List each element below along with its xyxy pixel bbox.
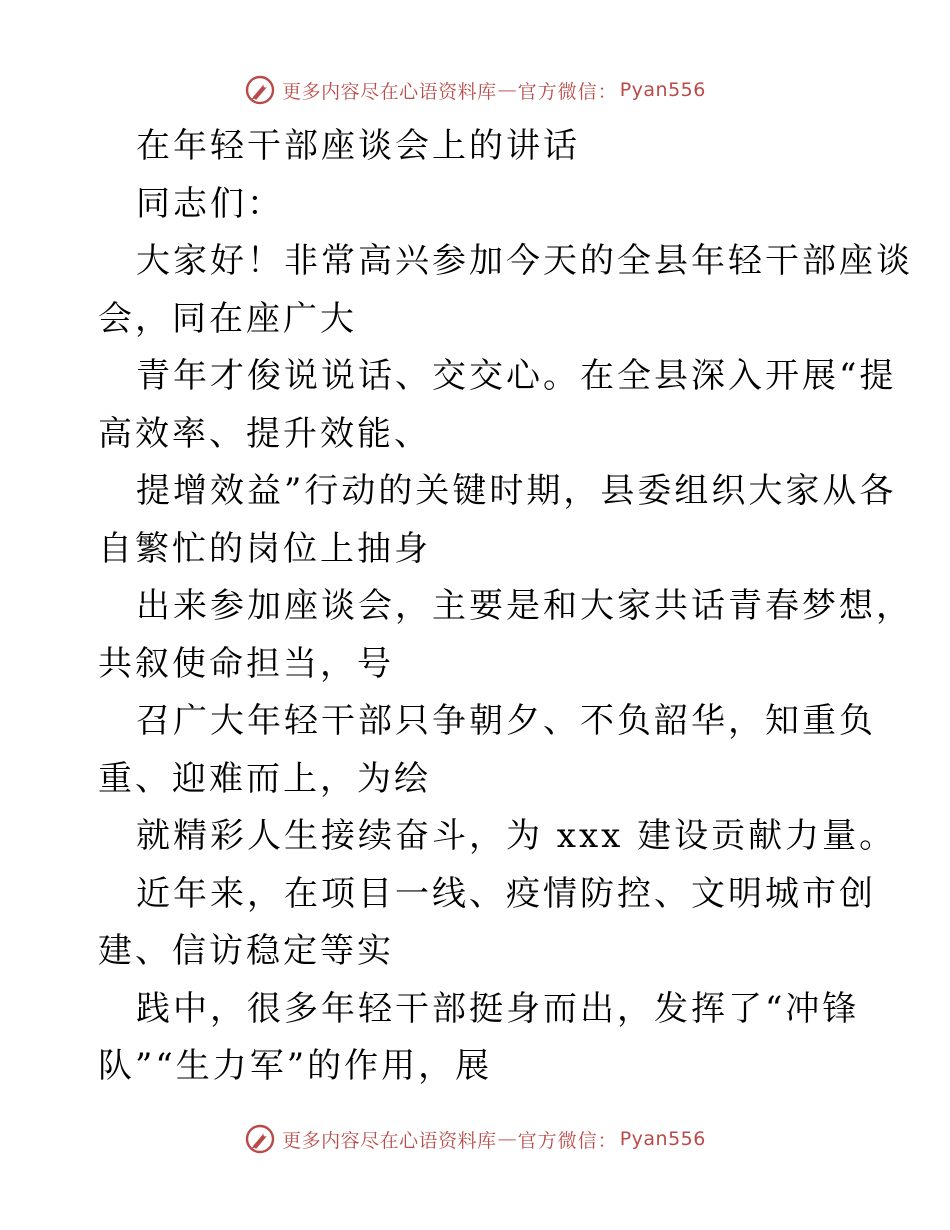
- paragraph-line: 会，同在座广大: [98, 298, 357, 339]
- banner-wechat-id: Pyan556: [619, 1128, 706, 1150]
- document-body: [98, 118, 913, 1096]
- banner-wechat-label: 官方微信：: [517, 1129, 618, 1152]
- paragraph-line: 自繁忙的岗位上抽身: [98, 528, 431, 569]
- banner-wechat-label: 官方微信：: [517, 80, 618, 103]
- paragraph-line: 就精彩人生接续奋斗，为 xxx 建设贡献力量。: [136, 816, 897, 856]
- pen-nib-logo-icon: [244, 1123, 276, 1155]
- paragraph-line: 队”“生力军”的作用，展: [98, 1046, 493, 1086]
- paragraph-line: 近年来，在项目一线、疫情防控、文明城市创: [136, 873, 876, 914]
- banner-site-text: 更多内容尽在心语资料库: [282, 80, 497, 103]
- banner-wechat-id: Pyan556: [619, 79, 706, 101]
- paragraph-line: 大家好！非常高兴参加今天的全县年轻干部座谈: [136, 241, 913, 281]
- footer-banner[interactable]: [0, 1122, 950, 1156]
- paragraph-line: 建、信访稳定等实: [98, 931, 394, 971]
- paragraph-line: 重、迎难而上，为绘: [98, 758, 431, 799]
- document-salutation: 同志们：: [136, 183, 284, 224]
- paragraph-line: 践中，很多年轻干部挺身而出，发挥了“冲锋: [136, 988, 860, 1029]
- paragraph-line: 提增效益”行动的关键时期，县委组织大家从各: [136, 471, 897, 511]
- banner-site-text: 更多内容尽在心语资料库: [282, 1129, 497, 1152]
- pen-nib-logo-icon: [244, 74, 276, 106]
- paragraph-line: 高效率、提升效能、: [98, 413, 431, 454]
- paragraph-line: 召广大年轻干部只争朝夕、不负韶华，知重负: [136, 701, 876, 741]
- banner-separator: —: [497, 1128, 517, 1150]
- header-banner[interactable]: [0, 73, 950, 107]
- paragraph-line: 共叙使命担当，号: [98, 643, 394, 684]
- paragraph-line: 出来参加座谈会，主要是和大家共话青春梦想，: [136, 586, 913, 626]
- banner-separator: —: [497, 79, 517, 101]
- paragraph-line: 青年才俊说说话、交交心。在全县深入开展“提: [136, 356, 897, 396]
- document-title: 在年轻干部座谈会上的讲话: [136, 126, 580, 166]
